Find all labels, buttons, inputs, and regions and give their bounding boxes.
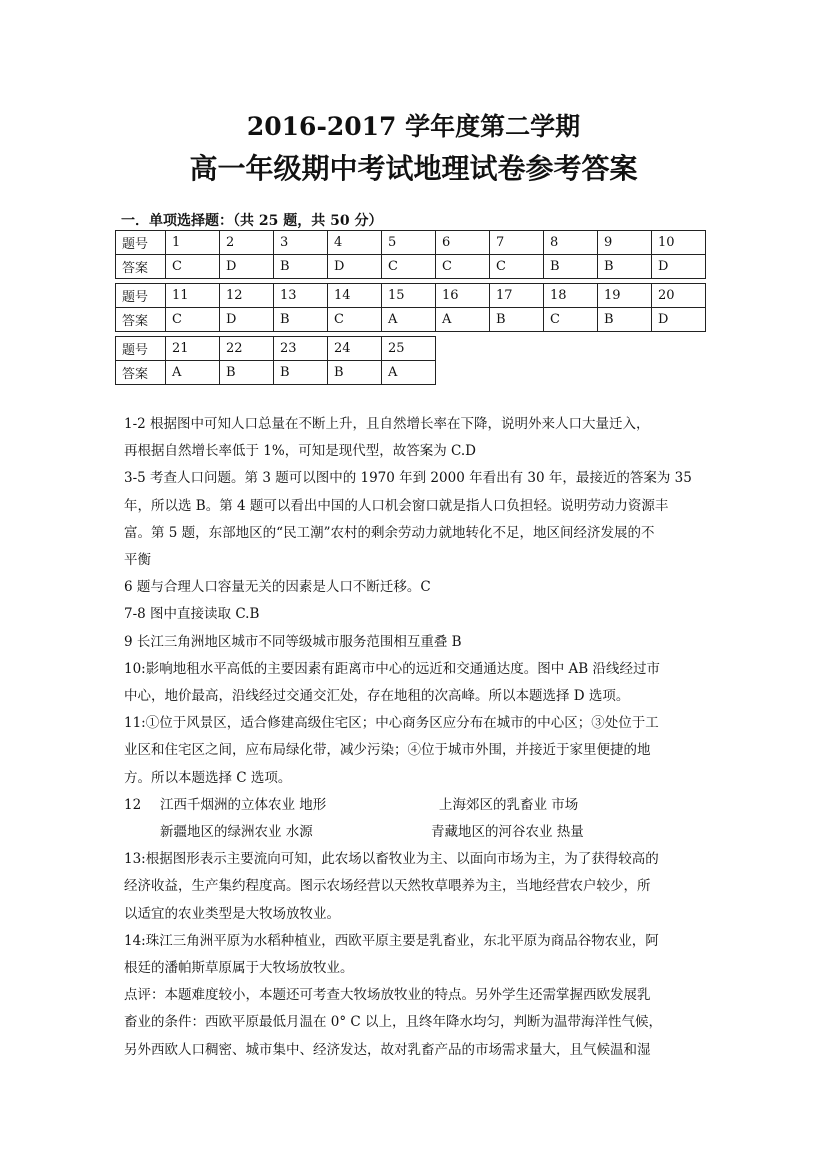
- answer-table-2: [115, 283, 706, 332]
- question-number: 10: [652, 231, 706, 255]
- explanation-line: 13:根据图形表示主要流向可知，此农场以畜牧业为主、以面向市场为主，为了获得较高的: [124, 851, 659, 868]
- header-cell: 答案: [116, 361, 166, 385]
- question-number: 6: [436, 231, 490, 255]
- answer-cell: B: [220, 361, 274, 385]
- explanation-line: 再根据自然增长率低于 1%，可知是现代型，故答案为 C.D: [124, 443, 476, 460]
- answer-cell: C: [436, 255, 490, 279]
- answer-cell: A: [166, 361, 220, 385]
- explanation-line: 点评：本题难度较小，本题还可考查大牧场放牧业的特点。另外学生还需掌握西欧发展乳: [124, 987, 651, 1004]
- explanation-line: 3-5 考查人口问题。第 3 题可以图中的 1970 年到 2000 年看出有 30 年，最接近的答案为 35: [124, 470, 692, 487]
- explanation-line: 14:珠江三角洲平原为水稻种植业，西欧平原主要是乳畜业，东北平原为商品谷物农业，阿: [124, 932, 659, 949]
- header-cell: 题号: [116, 284, 166, 308]
- answer-cell: B: [598, 255, 652, 279]
- answer-cell: B: [544, 255, 598, 279]
- question-number: 7: [490, 231, 544, 255]
- answer-cell: D: [652, 255, 706, 279]
- q12-item: 新疆地区的绿洲农业 水源: [160, 824, 313, 841]
- answer-cell: D: [220, 255, 274, 279]
- question-number: 24: [328, 337, 382, 361]
- answer-cell: A: [436, 308, 490, 332]
- answer-cell: B: [274, 361, 328, 385]
- answer-cell: B: [274, 308, 328, 332]
- table-row: [116, 231, 706, 255]
- question-number: 22: [220, 337, 274, 361]
- question-number: 13: [274, 284, 328, 308]
- answer-cell: A: [382, 361, 436, 385]
- question-number: 21: [166, 337, 220, 361]
- answer-cell: C: [166, 255, 220, 279]
- answer-table-1: [115, 230, 706, 279]
- title-line-1: 2016-2017 学年度第二学期: [246, 112, 581, 141]
- q12-item: 青藏地区的河谷农业 热量: [431, 824, 584, 841]
- answer-cell: C: [544, 308, 598, 332]
- table-row: [116, 255, 706, 279]
- question-number: 2: [220, 231, 274, 255]
- question-number: 12: [220, 284, 274, 308]
- explanation-line: 富。第 5 题，东部地区的“民工潮”农村的剩余劳动力就地转化不足，地区间经济发展的不: [124, 524, 655, 541]
- explanation-line: 畜业的条件：西欧平原最低月温在 0° C 以上，且终年降水均匀，判断为温带海洋性气候，: [124, 1014, 663, 1031]
- explanation-line: 年，所以选 B。第 4 题可以看出中国的人口机会窗口就是指人口负担轻。说明劳动力资源丰: [124, 497, 669, 514]
- explanation-line: 7-8 图中直接读取 C.B: [124, 606, 260, 623]
- title-line-2: 高一年级期中考试地理试卷参考答案: [189, 152, 638, 185]
- question-number: 11: [166, 284, 220, 308]
- question-number: 1: [166, 231, 220, 255]
- answer-cell: C: [382, 255, 436, 279]
- explanation-line: 平衡: [124, 552, 151, 569]
- question-number: 14: [328, 284, 382, 308]
- question-number: 19: [598, 284, 652, 308]
- answer-table-3: [115, 336, 436, 385]
- question-number: 16: [436, 284, 490, 308]
- explanation-line: 11:①位于风景区，适合修建高级住宅区；中心商务区应分布在城市的中心区；③处位于工: [124, 715, 659, 732]
- question-number: 5: [382, 231, 436, 255]
- explanation-line: 根廷的潘帕斯草原属于大牧场放牧业。: [124, 960, 354, 977]
- explanation-line: 经济收益，生产集约程度高。图示农场经营以天然牧草喂养为主，当地经营农户较少，所: [124, 878, 651, 895]
- explanation-line: 6 题与合理人口容量无关的因素是人口不断迁移。C: [124, 579, 431, 596]
- explanations: [124, 411, 714, 1064]
- question-number: 23: [274, 337, 328, 361]
- question-number: 4: [328, 231, 382, 255]
- answer-cell: D: [220, 308, 274, 332]
- answer-cell: D: [652, 308, 706, 332]
- table-row: [116, 337, 436, 361]
- question-number: 20: [652, 284, 706, 308]
- table-row: [116, 308, 706, 332]
- q12-line-2: [124, 819, 714, 846]
- answer-cell: C: [490, 255, 544, 279]
- section-heading: 一．单项选择题：（共 25 题，共 50 分）: [121, 213, 383, 229]
- header-cell: 题号: [116, 231, 166, 255]
- header-cell: 答案: [116, 255, 166, 279]
- answer-cell: C: [328, 308, 382, 332]
- q12-item: 上海郊区的乳畜业 市场: [439, 796, 579, 813]
- answer-cell: A: [382, 308, 436, 332]
- answer-cell: C: [166, 308, 220, 332]
- question-number: 3: [274, 231, 328, 255]
- table-row: [116, 361, 436, 385]
- question-number: 18: [544, 284, 598, 308]
- question-number: 25: [382, 337, 436, 361]
- answer-cell: B: [598, 308, 652, 332]
- answer-cell: D: [328, 255, 382, 279]
- question-number: 8: [544, 231, 598, 255]
- question-number: 15: [382, 284, 436, 308]
- explanation-line: 以适宜的农业类型是大牧场放牧业。: [124, 905, 340, 922]
- q12-number: 12: [124, 796, 142, 813]
- header-cell: 题号: [116, 337, 166, 361]
- explanation-line: 业区和住宅区之间，应布局绿化带，减少污染；④位于城市外围，并接近于家里便捷的地: [124, 742, 651, 759]
- explanation-line: 方。所以本题选择 C 选项。: [124, 769, 292, 786]
- answer-cell: B: [490, 308, 544, 332]
- header-cell: 答案: [116, 308, 166, 332]
- table-row: [116, 284, 706, 308]
- explanation-line: 9 长江三角洲地区城市不同等级城市服务范围相互重叠 B: [124, 633, 462, 650]
- answer-cell: B: [274, 255, 328, 279]
- explanation-line: 另外西欧人口稠密、城市集中、经济发达，故对乳畜产品的市场需求量大，且气候温和湿: [124, 1041, 651, 1058]
- q12-item: 江西千烟洲的立体农业 地形: [160, 796, 327, 813]
- explanation-line: 中心，地价最高，沿线经过交通交汇处，存在地租的次高峰。所以本题选择 D 选项。: [124, 688, 630, 705]
- q12-line-1: [124, 792, 714, 819]
- question-number: 9: [598, 231, 652, 255]
- question-number: 17: [490, 284, 544, 308]
- answer-cell: B: [328, 361, 382, 385]
- explanation-line: 10:影响地租水平高低的主要因素有距离市中心的远近和交通通达度。图中 AB 沿线经过市: [124, 660, 660, 677]
- explanation-line: 1-2 根据图中可知人口总量在不断上升，且自然增长率在下降，说明外来人口大量迁入，: [124, 416, 650, 432]
